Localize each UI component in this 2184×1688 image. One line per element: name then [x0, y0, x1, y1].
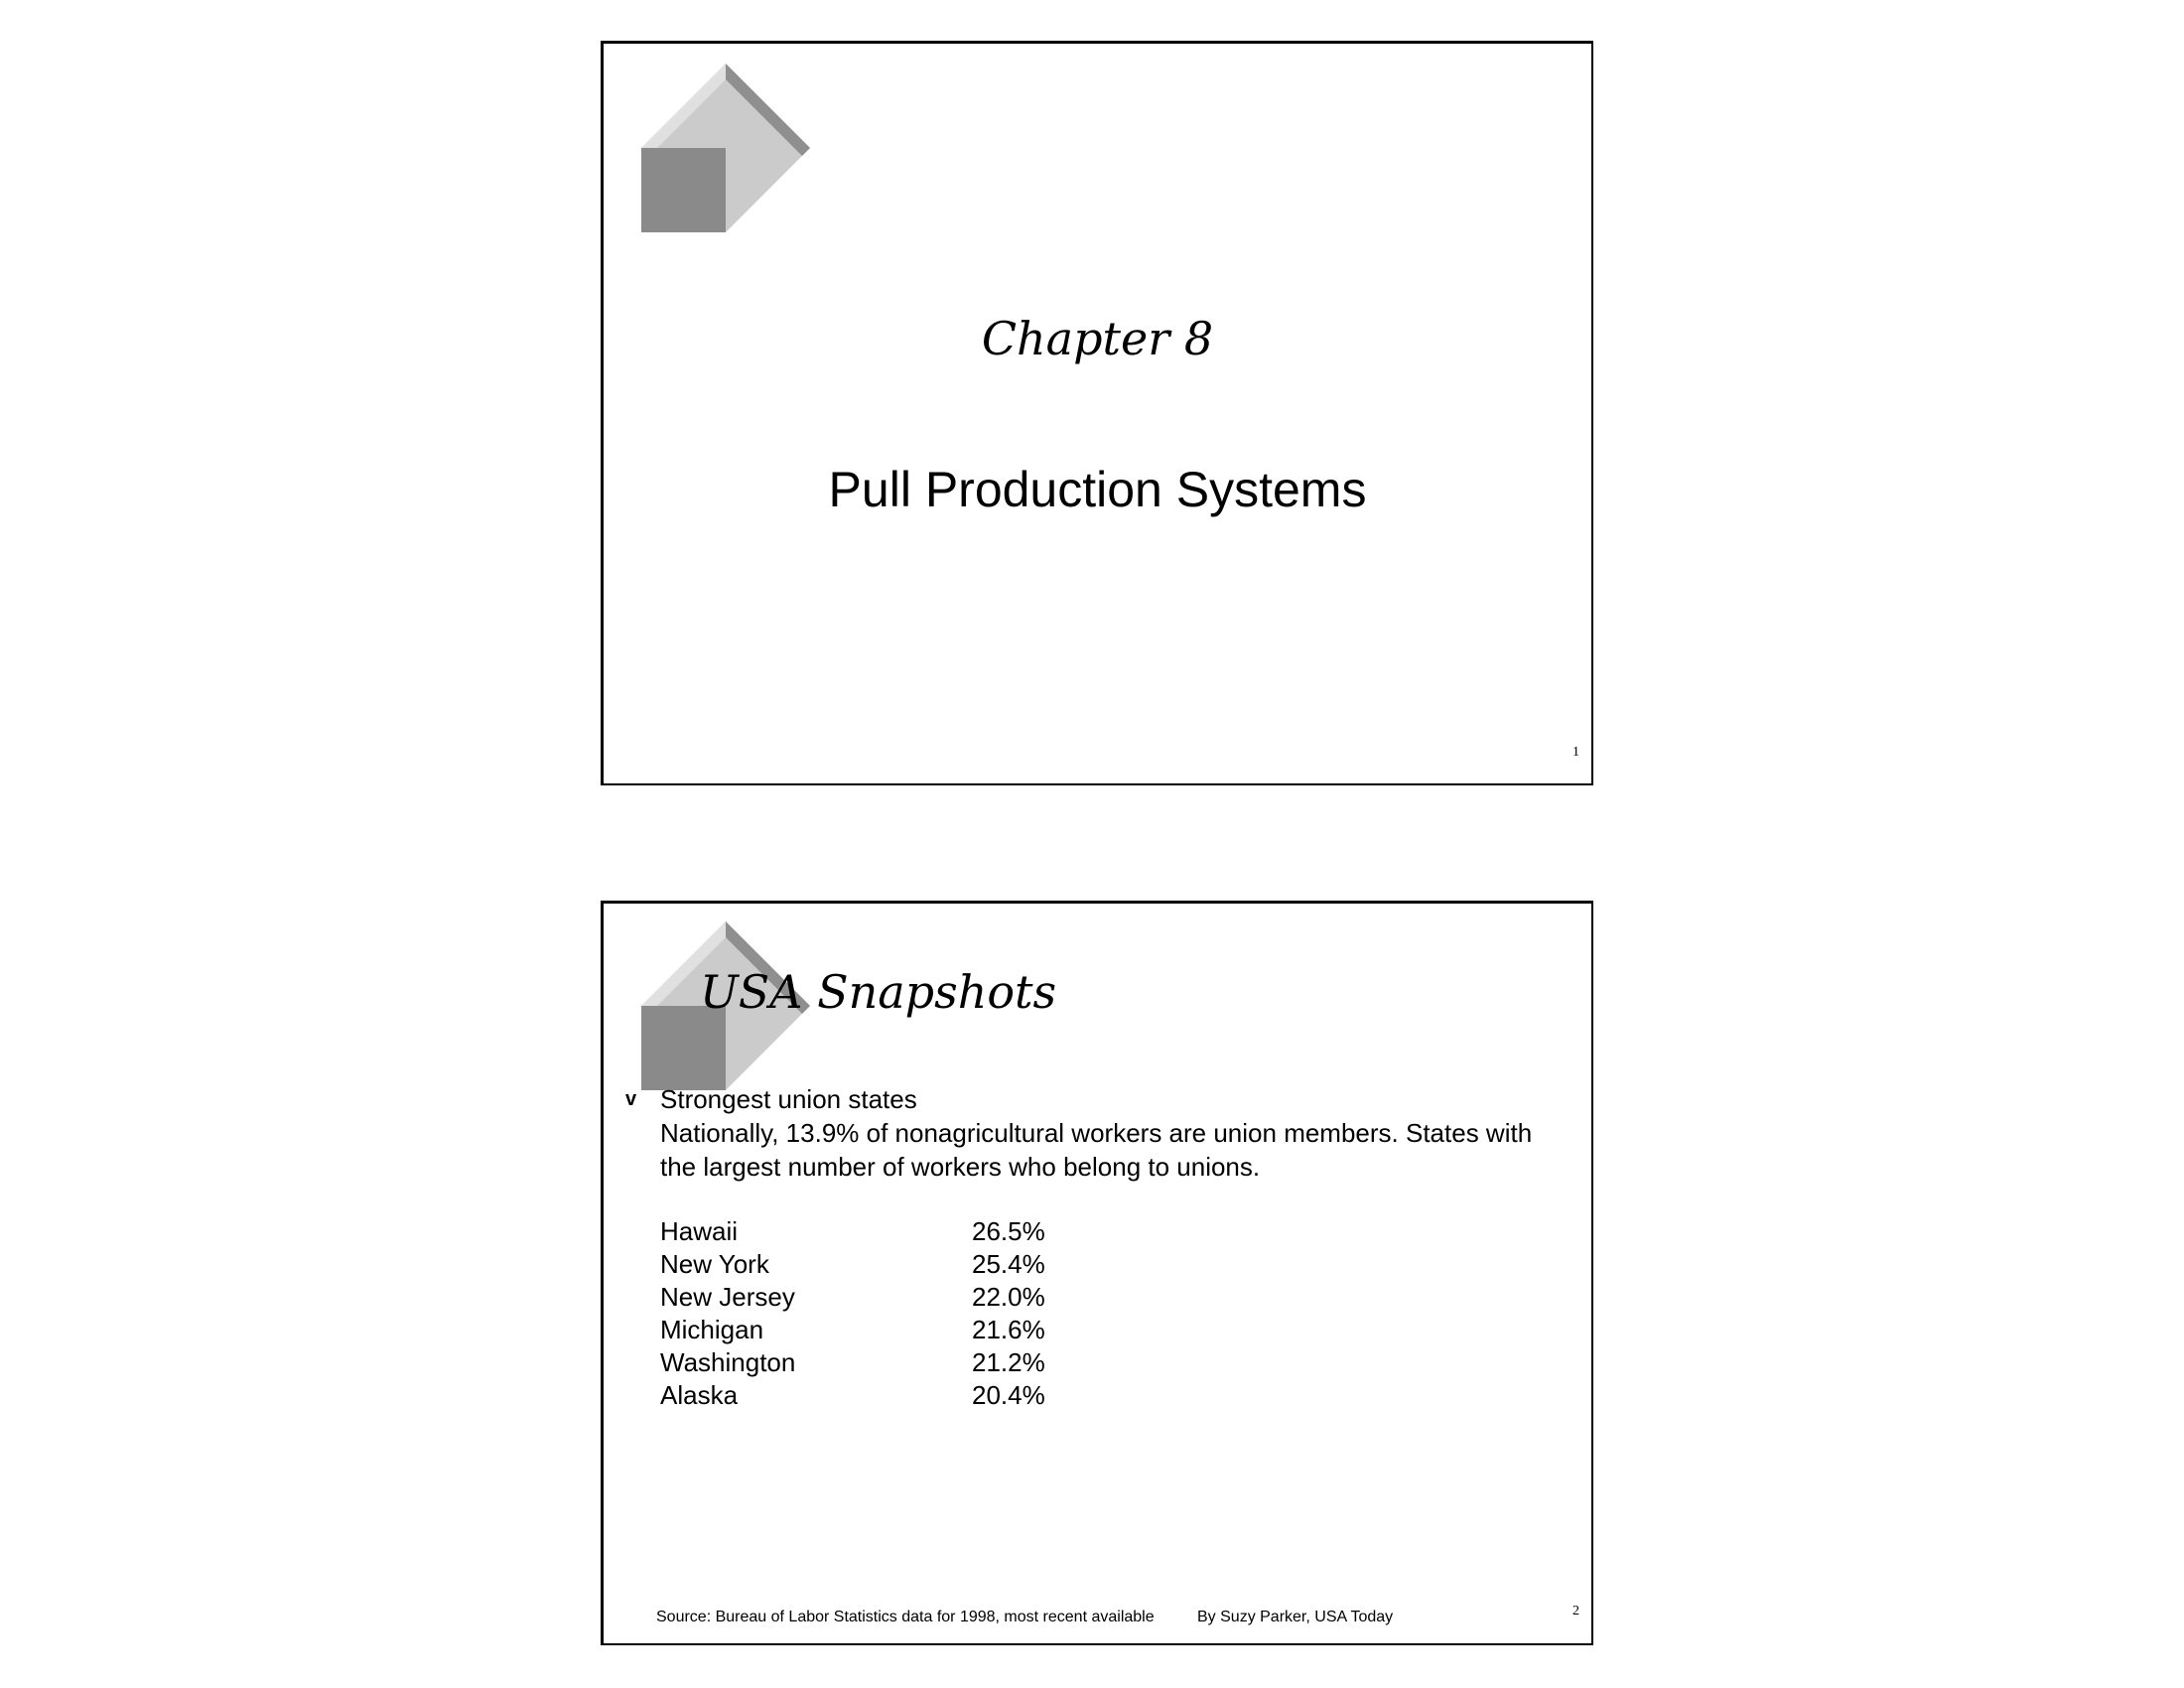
slide-2	[601, 901, 1593, 1645]
state-value: 21.2%	[972, 1347, 1045, 1377]
chapter-title: Chapter 8	[981, 312, 1214, 365]
table-row	[660, 1281, 1045, 1314]
slide-title: USA Snapshots	[700, 965, 1057, 1019]
state-name: Alaska	[660, 1380, 739, 1410]
byline: By Suzy Parker, USA Today	[1197, 1609, 1394, 1625]
table-row	[660, 1379, 1045, 1412]
state-value: 20.4%	[972, 1380, 1045, 1410]
table-row	[660, 1346, 1045, 1379]
bullet-heading: Strongest union states	[660, 1084, 917, 1114]
table-row	[660, 1314, 1045, 1346]
state-table	[660, 1215, 1045, 1412]
chapter-subtitle: Pull Production Systems	[828, 462, 1367, 517]
state-value: 21.6%	[972, 1315, 1045, 1344]
state-value: 26.5%	[972, 1216, 1045, 1246]
state-name: Hawaii	[660, 1216, 739, 1246]
state-name: New Jersey	[660, 1282, 795, 1312]
page-number: 2	[1572, 1604, 1579, 1618]
table-row	[660, 1215, 1045, 1248]
bullet-item	[625, 1082, 1569, 1412]
state-name: Michigan	[660, 1315, 764, 1344]
table-row	[660, 1248, 1045, 1281]
slide-1	[601, 41, 1593, 785]
state-value: 25.4%	[972, 1249, 1045, 1279]
bullet-marker: v	[625, 1088, 637, 1110]
bullet-description: Nationally, 13.9% of nonagricultural workers are union members. States with the largest number of workers who belong to unions.	[660, 1118, 1533, 1182]
state-value: 22.0%	[972, 1282, 1045, 1312]
state-name: New York	[660, 1249, 769, 1279]
bullet-text	[660, 1082, 1569, 1184]
page-number: 1	[1572, 745, 1579, 760]
state-name: Washington	[660, 1347, 796, 1377]
cube-logo-icon	[641, 64, 810, 232]
source-note: Source: Bureau of Labor Statistics data for 1998, most recent available	[656, 1609, 1155, 1625]
